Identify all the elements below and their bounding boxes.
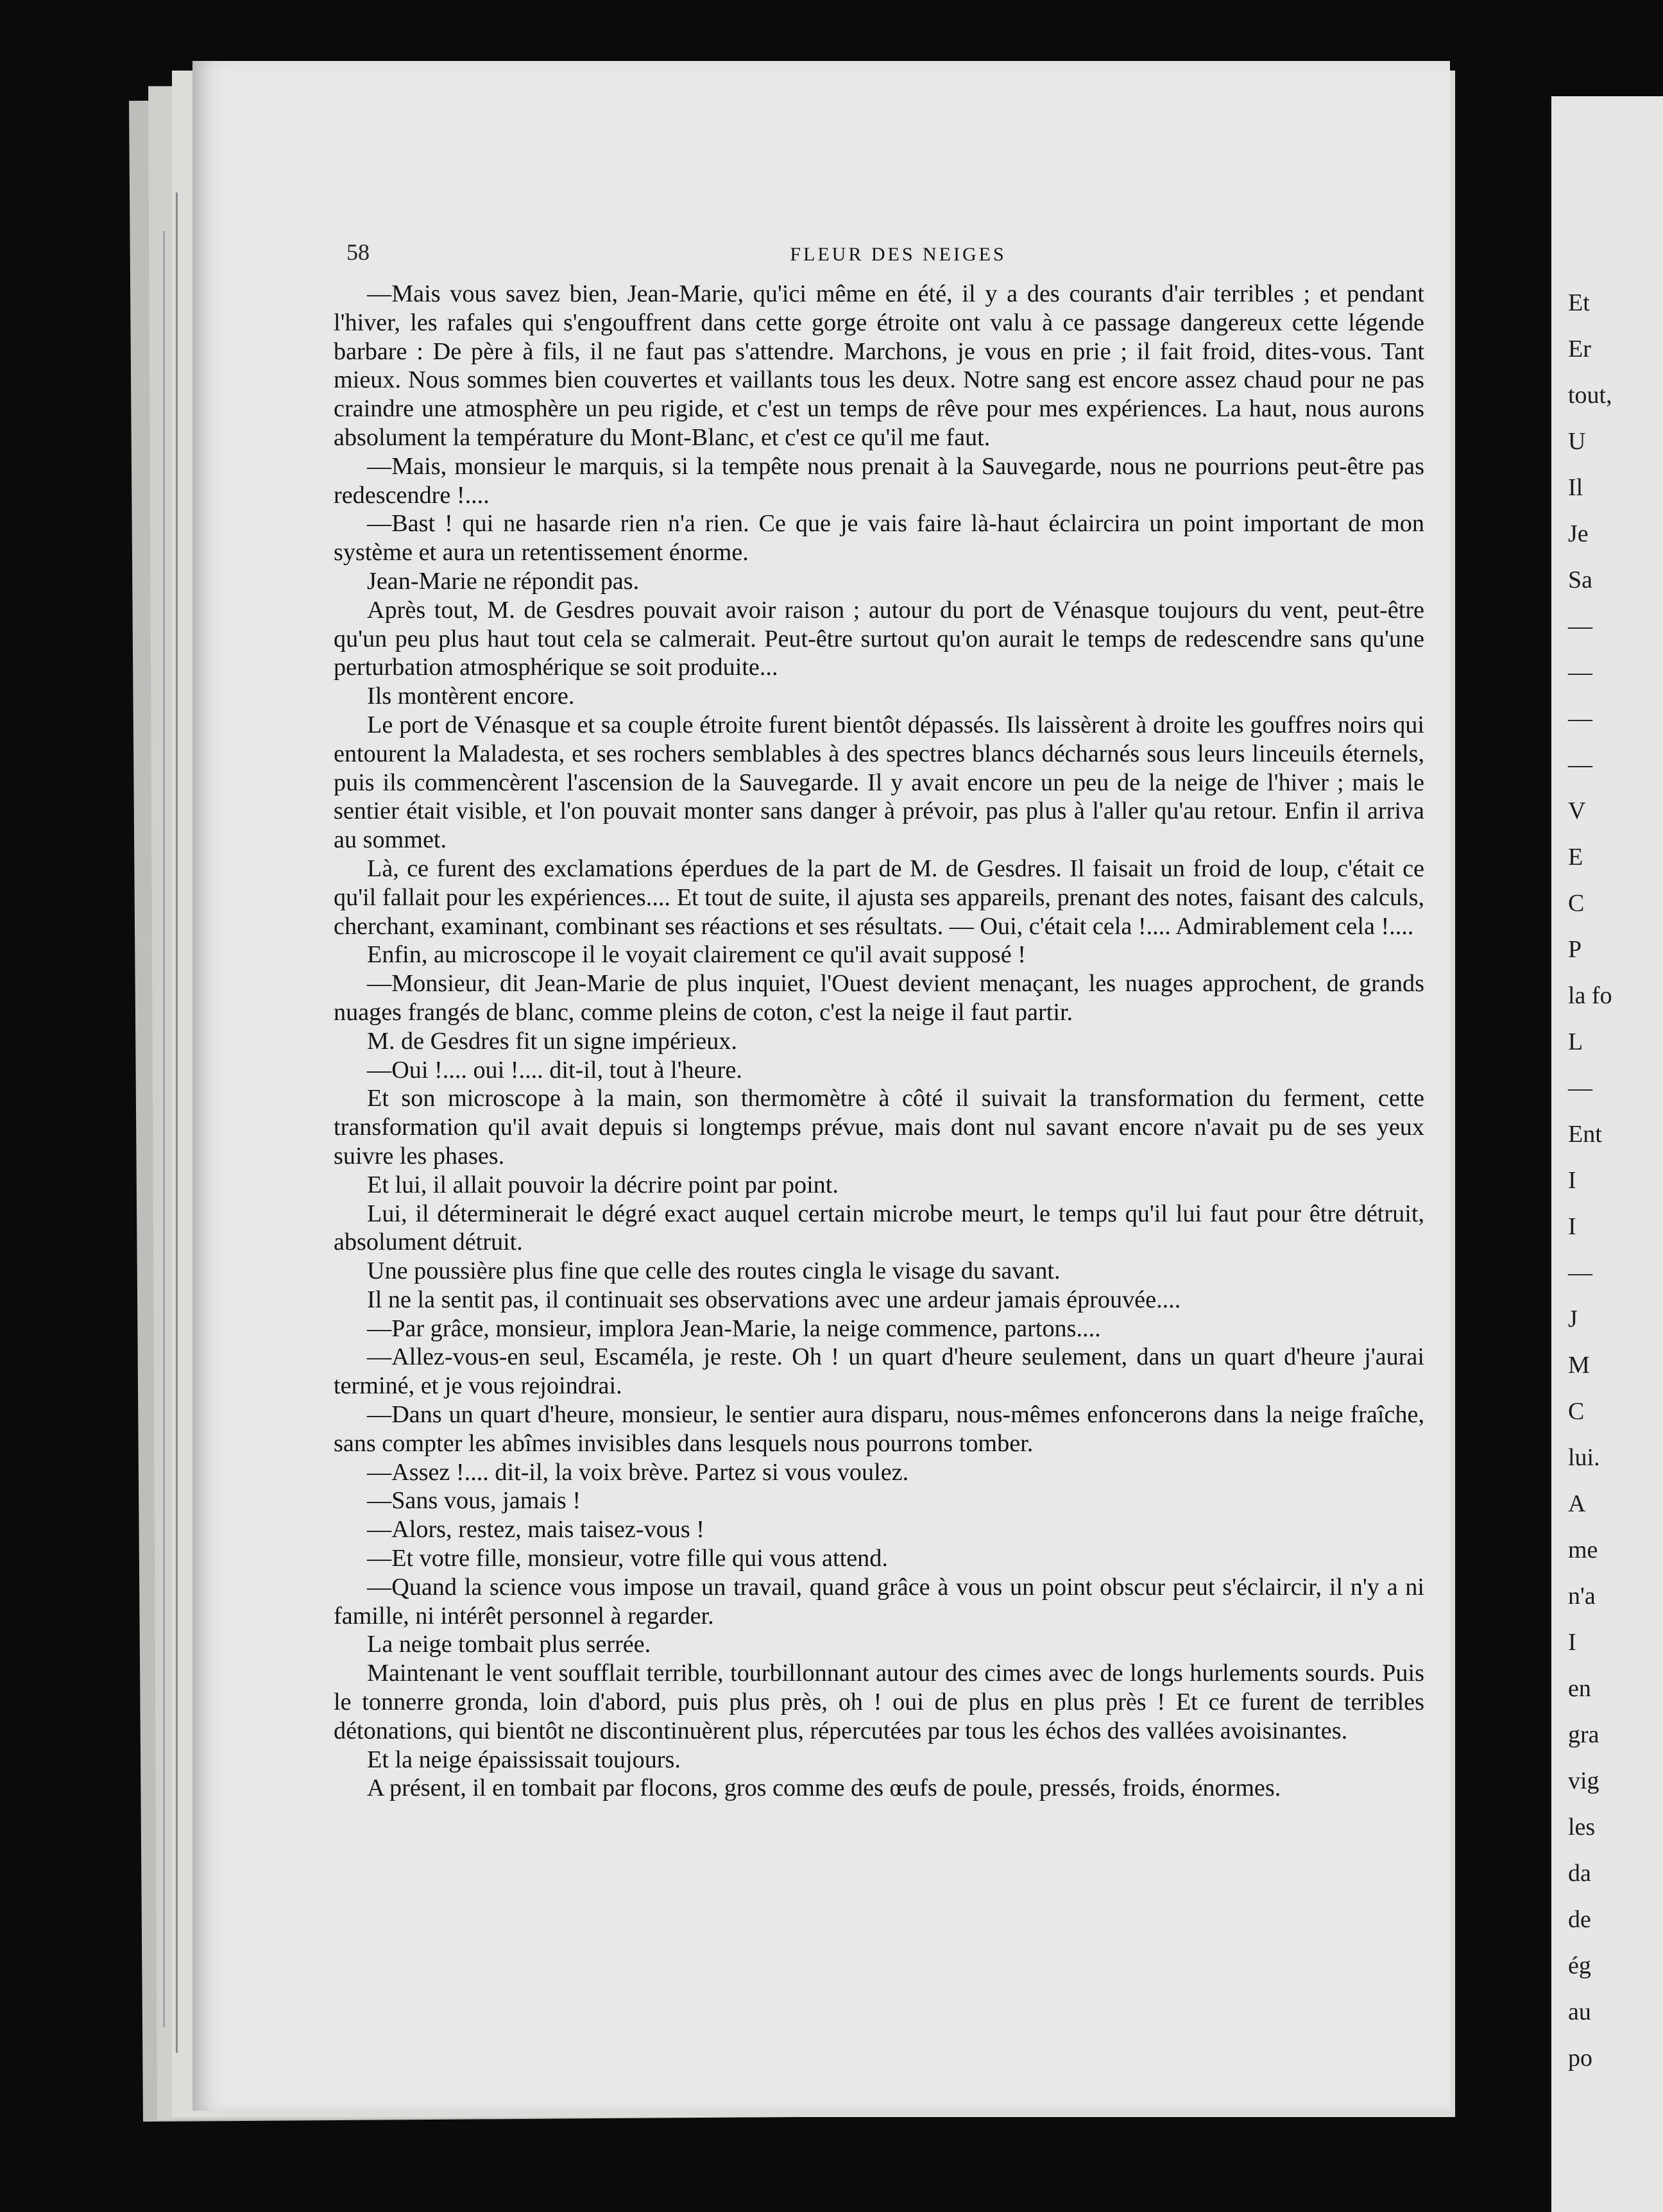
facing-page-fragment: P (1568, 936, 1582, 963)
paragraph: Le port de Vénasque et sa couple étroite furent bientôt dépassés. Ils laissèrent à droite les gouffres noirs qui entourent la Maladesta, et ses rochers semblables à des spectres blancs décharnés sous leurs linceuils éternels, puis ils commencèrent l'ascension de la Sauvegarde. Il y avait encore un peu de la neige de l'hiver ; mais le sentier était visible, et l'on pouvait monter sans danger à prévoir, pas plus à l'aller qu'au retour. Enfin il arriva au sommet. (334, 711, 1424, 854)
paragraph: —Bast ! qui ne hasarde rien n'a rien. Ce que je vais faire là-haut éclaircira un point important de mon système et aura un retentissement énorme. (334, 510, 1424, 566)
paragraph: Après tout, M. de Gesdres pouvait avoir raison ; autour du port de Vénasque toujours du vent, peut-être qu'un peu plus haut tout cela se calmerait. Peut-être surtout qu'on aurait le temps de redescendre sans qu'une perturbation atmosphérique se soit produite... (334, 596, 1424, 681)
paragraph: —Assez !.... dit-il, la voix brève. Partez si vous voulez. (367, 1458, 909, 1486)
paragraph: —Mais vous savez bien, Jean-Marie, qu'ici même en été, il y a des courants d'air terribles ; et pendant l'hiver, les rafales qui s'engouffrent dans cette gorge étroite ont valu à ce passage dangereux cette légende barbare : De père à fils, il ne faut pas s'attendre. Marchons, je vous en prie ; il fait froid, dites-vous. Tant mieux. Nous sommes bien couvertes et vaillants tous les deux. Notre sang est encore assez chaud pour ne pas craindre une atmosphère un peu rigide, et c'est un temps de rêve pour mes expériences. La haut, nous aurons absolument la température du Mont-Blanc, et c'est ce qu'il me faut. (334, 280, 1424, 451)
facing-page-fragment: C (1568, 890, 1585, 917)
paragraph: Il ne la sentit pas, il continuait ses observations avec une ardeur jamais éprouvée.... (367, 1286, 1181, 1313)
facing-page-fragment: I (1568, 1167, 1576, 1194)
running-title: FLEUR DES NEIGES (790, 244, 1007, 265)
facing-page-fragment: I (1568, 1213, 1576, 1240)
paragraph: —Monsieur, dit Jean-Marie de plus inquiet, l'Ouest devient menaçant, les nuages approchent, de grands nuages frangés de blanc, comme pleins de coton, c'est la neige il faut partir. (334, 970, 1424, 1026)
facing-page-fragment: ég (1568, 1952, 1591, 1979)
paragraph: M. de Gesdres fit un signe impérieux. (367, 1027, 737, 1055)
facing-page-fragment: — (1568, 613, 1592, 640)
paragraph: —Quand la science vous impose un travail, quand grâce à vous un point obscur peut s'éclaircir, il n'y a ni famille, ni intérêt personnel à regarder. (334, 1573, 1424, 1629)
chapter-text (334, 280, 1424, 1803)
facing-page-fragment: po (1568, 2045, 1592, 2072)
page-header (346, 239, 1450, 271)
paragraph: —Oui !.... oui !.... dit-il, tout à l'heure. (367, 1056, 742, 1084)
paragraph: Jean-Marie ne répondit pas. (367, 567, 640, 595)
facing-page (1551, 96, 1663, 2212)
paragraph: Et son microscope à la main, son thermomètre à côté il suivait la transformation du ferment, cette transformation qu'il avait depuis si longtemps prévue, mais dont nul savant encore n'avait pu de ses yeux suivre les phases. (334, 1085, 1424, 1170)
facing-page-fragment: Ent (1568, 1121, 1602, 1148)
facing-page-fragment: L (1568, 1028, 1583, 1055)
paragraph: La neige tombait plus serrée. (367, 1631, 651, 1658)
paragraph: —Allez-vous-en seul, Escaméla, je reste. Oh ! un quart d'heure seulement, dans un quart d'heure j'aurai terminé, et je vous rejoindrai. (334, 1343, 1424, 1400)
facing-page-fragment: me (1568, 1536, 1598, 1563)
paragraph: —Alors, restez, mais taisez-vous ! (367, 1516, 704, 1544)
paragraph: Là, ce furent des exclamations éperdues de la part de M. de Gesdres. Il faisait un froid de loup, c'était ce qu'il fallait pour les expériences.... Et tout de suite, il ajusta ses appareils, prenant des notes, faisant des calculs, cherchant, examinant, combinant ses réactions et ses résultats. — Oui, c'était cela !.... Admirablement cela !.... (334, 855, 1424, 940)
paragraph: Enfin, au microscope il le voyait clairement ce qu'il avait supposé ! (367, 941, 1026, 969)
paragraph: Et lui, il allait pouvoir la décrire point par point. (367, 1171, 839, 1198)
facing-page-fragment: — (1568, 751, 1592, 778)
page-fold-line (176, 192, 178, 2053)
page-number: 58 (346, 239, 370, 265)
paragraph: Lui, il déterminerait le dégré exact auquel certain microbe meurt, le temps qu'il lui faut pour être détruit, absolument détruit. (334, 1200, 1424, 1256)
facing-page-fragment: — (1568, 659, 1592, 686)
facing-page-fragment: J (1568, 1306, 1578, 1332)
facing-page-fragment: — (1568, 1259, 1592, 1286)
facing-page-fragment: de (1568, 1906, 1591, 1933)
facing-page-fragment: E (1568, 844, 1583, 871)
paragraph: Ils montèrent encore. (367, 683, 575, 710)
facing-page-fragment: — (1568, 1075, 1592, 1102)
paragraph: —Mais, monsieur le marquis, si la tempête nous prenait à la Sauvegarde, nous ne pourrions peut-être pas redescendre !.... (334, 452, 1424, 509)
facing-page-fragment: V (1568, 797, 1586, 824)
facing-page-fragment: A (1568, 1490, 1586, 1517)
facing-page-fragment: au (1568, 1998, 1591, 2025)
facing-page-fragment: Et (1568, 289, 1590, 316)
page-fold-line (163, 231, 165, 2027)
facing-page-fragment: tout, (1568, 382, 1612, 409)
facing-page-fragment: en (1568, 1675, 1591, 1702)
facing-page-fragment: Er (1568, 336, 1591, 362)
paragraph: Maintenant le vent soufflait terrible, tourbillonnant autour des cimes avec de longs hurlements sourds. Puis le tonnerre gronda, loin d'abord, puis plus près, oh ! oui de plus en plus près ! Et ce furent de terribles détonations, qui bientôt ne discontinuèrent plus, répercutées par tous les échos des vallées avoisinantes. (334, 1660, 1424, 1744)
facing-page-fragment: Sa (1568, 566, 1592, 593)
paragraph: —Sans vous, jamais ! (367, 1487, 581, 1515)
paragraph: A présent, il en tombait par flocons, gros comme des œufs de poule, pressés, froids, énormes. (367, 1774, 1281, 1802)
facing-page-fragment: lui. (1568, 1444, 1600, 1471)
facing-page-fragment: Je (1568, 520, 1589, 547)
paragraph: Et la neige épaississait toujours. (367, 1746, 681, 1773)
paragraph: —Dans un quart d'heure, monsieur, le sentier aura disparu, nous-mêmes enfoncerons dans la neige fraîche, sans compter les abîmes invisibles dans lesquels nous pourrons tomber. (334, 1401, 1424, 1457)
facing-page-fragment: les (1568, 1814, 1596, 1841)
facing-page-fragment: Il (1568, 474, 1583, 501)
facing-page-fragment: C (1568, 1398, 1585, 1425)
facing-page-fragment: da (1568, 1860, 1591, 1887)
facing-page-fragment: M (1568, 1352, 1590, 1379)
paragraph: Une poussière plus fine que celle des routes cingla le visage du savant. (367, 1257, 1061, 1285)
paragraph: —Et votre fille, monsieur, votre fille qui vous attend. (367, 1545, 888, 1572)
facing-page-fragment: la fo (1568, 982, 1612, 1009)
paragraph: —Par grâce, monsieur, implora Jean-Marie, la neige commence, partons.... (367, 1314, 1101, 1342)
facing-page-fragment: gra (1568, 1721, 1599, 1748)
facing-page-fragment: n'a (1568, 1583, 1596, 1610)
facing-page-text (1551, 96, 1663, 2212)
facing-page-fragment: I (1568, 1629, 1576, 1656)
facing-page-fragment: vig (1568, 1767, 1599, 1794)
facing-page-fragment: — (1568, 705, 1592, 732)
facing-page-fragment: U (1568, 428, 1586, 455)
